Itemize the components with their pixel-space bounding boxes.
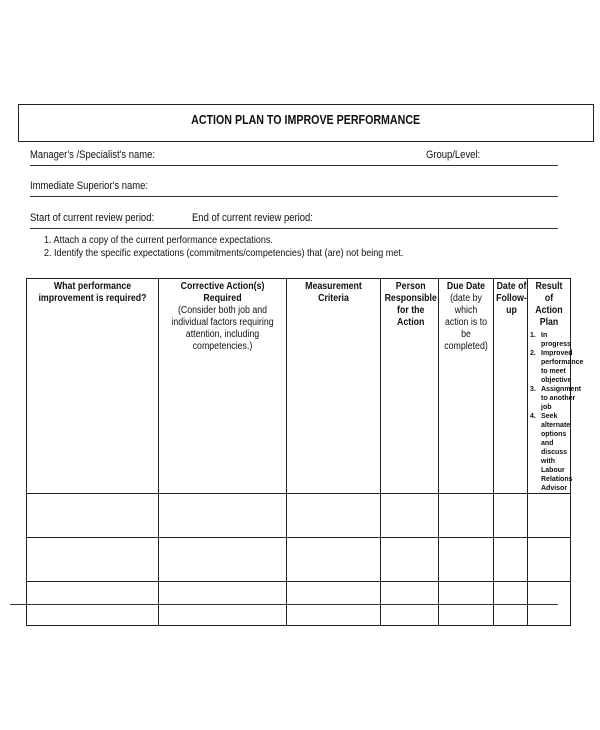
superior-name-label: Immediate Superior's name: xyxy=(30,180,149,192)
group-level-label: Group/Level: xyxy=(426,149,481,161)
cell[interactable] xyxy=(159,538,287,582)
header-due-date: Due Date (date by which action is to be completed) xyxy=(439,279,494,494)
header-person-responsible: Person Responsible for the Action xyxy=(381,279,439,494)
review-end-label: End of current review period: xyxy=(192,212,313,224)
header-follow-up: Date of Follow-up xyxy=(494,279,528,494)
cell[interactable] xyxy=(27,494,159,538)
superior-line[interactable] xyxy=(30,196,558,197)
instruction-2: 2. Identify the specific expectations (commitments/competencies) that (are) not being met. xyxy=(44,247,404,259)
table-row xyxy=(27,494,571,538)
review-start-label: Start of current review period: xyxy=(30,212,155,224)
result-options xyxy=(528,331,584,493)
signature-line xyxy=(10,604,558,605)
cell[interactable] xyxy=(494,494,528,538)
instructions xyxy=(44,234,462,260)
cell[interactable] xyxy=(381,494,439,538)
cell[interactable] xyxy=(494,538,528,582)
form-title: ACTION PLAN TO IMPROVE PERFORMANCE xyxy=(191,112,421,127)
cell[interactable] xyxy=(439,494,494,538)
title-box xyxy=(18,104,594,142)
cell[interactable] xyxy=(528,538,571,582)
header-corrective-action: Corrective Action(s) Required (Consider both job and individual factors requiring attention, including competencies.) xyxy=(159,279,287,494)
cell[interactable] xyxy=(287,494,381,538)
cell[interactable] xyxy=(381,538,439,582)
header-result: Result of Action Plan 1. In progress 2. Improved performance to meet objective 3. Assignment to another job 4. Seek alternate options and discuss with Labour Relations Advisor xyxy=(528,279,571,494)
header-measurement: Measurement Criteria xyxy=(287,279,381,494)
result-option: 1. In progress xyxy=(530,332,571,348)
result-option: 3. Assignment to another job xyxy=(530,386,582,411)
header-row xyxy=(27,279,571,494)
cell[interactable] xyxy=(27,538,159,582)
result-option: 4. Seek alternate options and discuss with Labour Relations Advisor xyxy=(530,413,573,492)
cell[interactable] xyxy=(159,494,287,538)
table-row xyxy=(27,538,571,582)
manager-name-label: Manager's /Specialist's name: xyxy=(30,149,156,161)
cell[interactable] xyxy=(287,538,381,582)
review-period-line[interactable] xyxy=(30,228,558,229)
cell[interactable] xyxy=(528,494,571,538)
cell[interactable] xyxy=(439,538,494,582)
manager-line[interactable] xyxy=(30,165,558,166)
header-improvement: What performance improvement is required? xyxy=(27,279,159,494)
action-plan-table xyxy=(26,278,584,626)
result-option: 2. Improved performance to meet objective xyxy=(530,350,584,384)
instruction-1: 1. Attach a copy of the current performance expectations. xyxy=(44,234,273,246)
